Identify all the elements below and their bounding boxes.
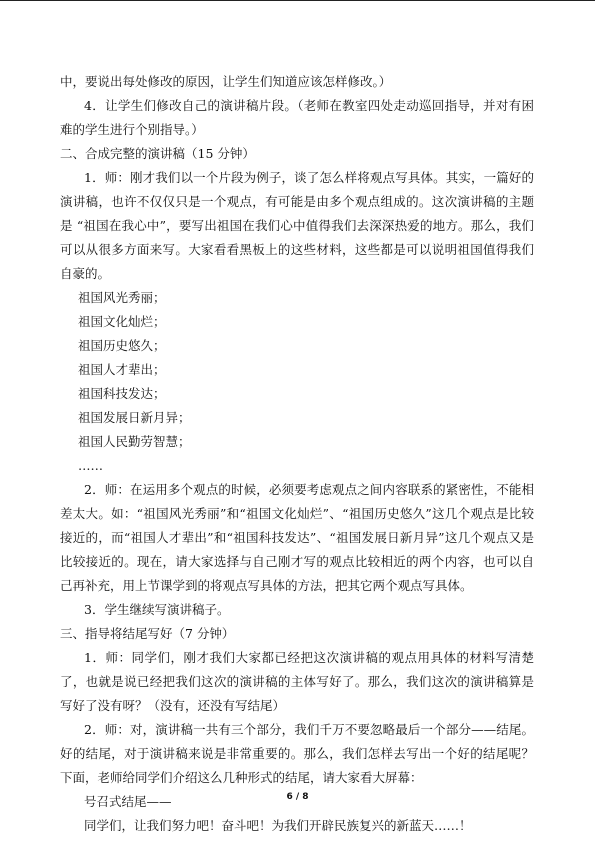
section-heading: 二、合成完整的演讲稿（15 分钟） bbox=[60, 146, 255, 161]
paragraph: 中，要说出每处修改的原因，让学生们知道应该怎样修改。） bbox=[60, 74, 392, 89]
list-item: 祖国人才辈出； bbox=[78, 362, 166, 377]
paragraph: 号召式结尾—— bbox=[84, 794, 172, 809]
paragraph: 3．学生继续写演讲稿子。 bbox=[84, 602, 230, 617]
list-item: 祖国人民勤劳智慧； bbox=[78, 434, 191, 449]
section-heading: 三、指导将结尾写好（7 分钟） bbox=[60, 626, 235, 641]
list-ellipsis: …… bbox=[78, 458, 103, 473]
paragraph: 4．让学生们修改自己的演讲稿片段。（老师在教室四处走动巡回指导，并对有困难的学生进行个别指导。） bbox=[60, 98, 534, 137]
list-item: 祖国历史悠久； bbox=[78, 338, 166, 353]
list-item: 祖国文化灿烂； bbox=[78, 314, 166, 329]
paragraph: 2．师：对，演讲稿一共有三个部分，我们千万不要忽略最后一个部分——结尾。好的结尾，对于演讲稿来说是非常重要的。那么，我们怎样去写出一个好的结尾呢？下面，老师给同学们介绍这么几种形式的结尾，请大家看大屏幕： bbox=[60, 722, 534, 785]
list-item: 祖国科技发达； bbox=[78, 386, 166, 401]
list-item: 祖国风光秀丽； bbox=[78, 290, 166, 305]
paragraph: 2．师：在运用多个观点的时候，必须要考虑观点之间内容联系的紧密性，不能相差太大。如：“祖国风光秀丽”和“祖国文化灿烂”、“祖国历史悠久”这几个观点是比较接近的，而“祖国人才辈出”和“祖国科技发达”、“祖国发展日新月异”这几个观点又是比较接近的。现在，请大家选择与自己刚才写的观点比较相近的两个内容，也可以自己再补充，用上节课学到的将观点写具体的方法，把其它两个观点写具体。 bbox=[60, 482, 534, 593]
document-body bbox=[60, 70, 534, 838]
paragraph: 1．师：同学们，刚才我们大家都已经把这次演讲稿的观点用具体的材料写清楚了，也就是说已经把我们这次的演讲稿的主体写好了。那么，我们这次的演讲稿算是写好了没有呀？（没有，还没有写结尾） bbox=[60, 650, 534, 713]
paragraph: 1．师：刚才我们以一个片段为例子，谈了怎么样将观点写具体。其实，一篇好的演讲稿，也许不仅仅只是一个观点，有可能是由多个观点组成的。这次演讲稿的主题是 “祖国在我心中”，要写出祖国在我们心中值得我们去深深热爱的地方。那么，我们可以从很多方面来写。大家看看黑板上的这些材料，这些都是可以说明祖国值得我们自豪的。 bbox=[60, 170, 534, 281]
page-number: 6 / 8 bbox=[286, 792, 309, 802]
header-rule bbox=[0, 0, 595, 1]
list-item: 祖国发展日新月异； bbox=[78, 410, 191, 425]
paragraph: 同学们，让我们努力吧！奋斗吧！为我们开辟民族复兴的新蓝天……！ bbox=[84, 818, 472, 833]
